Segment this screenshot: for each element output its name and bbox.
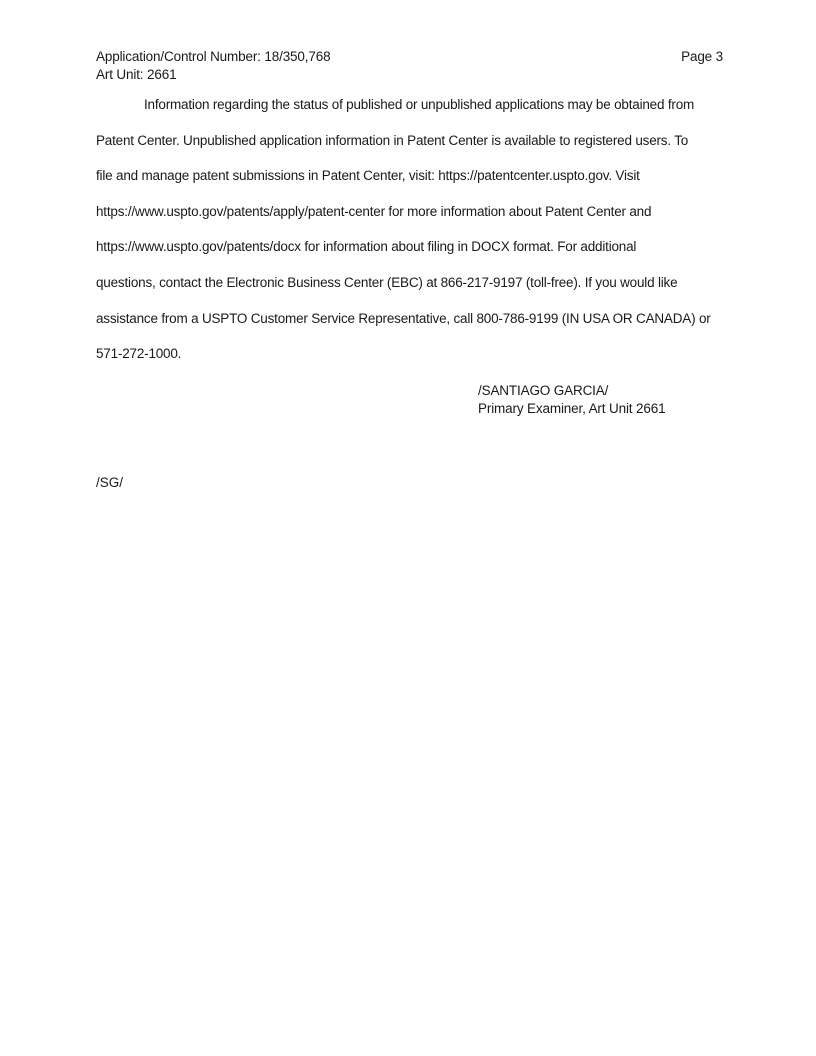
examiner-title: Primary Examiner, Art Unit 2661 (478, 401, 666, 416)
clerk-initials: /SG/ (96, 475, 124, 490)
art-unit: Art Unit: 2661 (96, 66, 177, 82)
examiner-signature-block (478, 382, 665, 418)
body-line: assistance from a USPTO Customer Service Representative, call 800-786-9199 (IN USA OR CANADA) or (96, 310, 711, 326)
page-number: Page 3 (681, 49, 723, 64)
body-line: questions, contact the Electronic Business Center (EBC) at 866-217-9197 (toll-free). If you would like (96, 274, 678, 290)
body-line: Information regarding the status of published or unpublished applications may be obtained from (144, 97, 695, 112)
body-line: Patent Center. Unpublished application information in Patent Center is available to registered users. To (96, 132, 689, 148)
body-paragraph (96, 87, 736, 372)
document-header (96, 48, 723, 83)
body-line: https://www.uspto.gov/patents/docx for information about filing in DOCX format. For additional (96, 239, 637, 255)
header-row (96, 66, 723, 84)
body-line: 571-272-1000. (96, 346, 182, 362)
body-line: file and manage patent submissions in Patent Center, visit: https://patentcenter.uspto.gov. Visit (96, 168, 640, 184)
body-line: https://www.uspto.gov/patents/apply/patent-center for more information about Patent Center and (96, 203, 652, 219)
header-row (96, 48, 723, 66)
application-control-number: Application/Control Number: 18/350,768 (96, 49, 331, 64)
examiner-signature: /SANTIAGO GARCIA/ (478, 383, 609, 398)
